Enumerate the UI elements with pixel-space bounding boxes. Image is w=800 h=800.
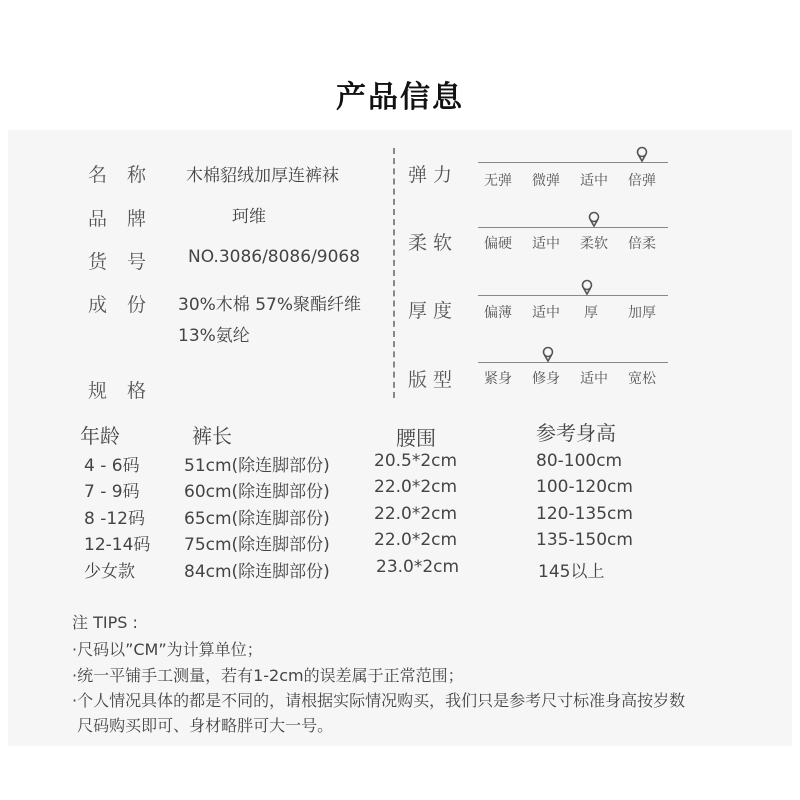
table-header-length: 裤长	[192, 424, 232, 448]
option-thickness-2: 厚	[584, 305, 598, 321]
location-pin-icon	[581, 279, 593, 297]
attr-name-fit: 版型	[408, 369, 459, 391]
table-cell: 145以上	[538, 562, 605, 582]
table-cell: 7 - 9码	[84, 482, 140, 502]
spec-label: 规格	[88, 380, 167, 402]
option-softness-2: 柔软	[580, 236, 608, 252]
attr-name-elasticity: 弹力	[408, 164, 459, 186]
dashed-divider	[393, 148, 395, 398]
option-softness-3: 倍柔	[628, 236, 656, 252]
attr-name-softness: 柔软	[408, 232, 459, 254]
table-cell: 22.0*2cm	[374, 530, 458, 550]
name-label: 名称	[88, 164, 167, 186]
option-elasticity-0: 无弹	[484, 173, 512, 189]
tips-line: ·个人情况具体的都是不同的，请根据实际情况购买，我们只是参考尺寸标准身高按岁数	[72, 691, 686, 710]
option-thickness-1: 适中	[532, 305, 560, 321]
location-pin-icon	[542, 346, 554, 364]
option-elasticity-2: 适中	[580, 173, 608, 189]
table-cell: 80-100cm	[536, 451, 623, 471]
scale-line-fit	[478, 362, 668, 363]
option-elasticity-3: 倍弹	[628, 173, 656, 189]
table-cell: 60cm(除连脚部份)	[184, 482, 330, 502]
composition-label: 成份	[88, 294, 167, 316]
table-cell: 20.5*2cm	[374, 451, 458, 471]
sku-value: NO.3086/8086/9068	[188, 247, 361, 267]
composition-line2: 13%氨纶	[178, 326, 250, 346]
brand-label: 品牌	[88, 208, 167, 230]
option-fit-0: 紧身	[484, 371, 512, 387]
tips-line: ·统一平铺手工测量，若有1-2cm的误差属于正常范围；	[72, 666, 464, 685]
table-cell: 8 -12码	[84, 509, 145, 529]
option-elasticity-1: 微弹	[532, 173, 560, 189]
table-header-waist: 腰围	[396, 426, 436, 450]
location-pin-icon	[588, 211, 600, 229]
table-cell: 4 - 6码	[84, 456, 140, 476]
tips-line: 尺码购买即可、身材略胖可大一号。	[72, 716, 334, 735]
table-cell: 120-135cm	[536, 504, 633, 524]
option-fit-1: 修身	[532, 371, 560, 387]
option-fit-2: 适中	[580, 371, 608, 387]
table-cell: 23.0*2cm	[376, 557, 460, 577]
page-title: 产品信息	[336, 80, 464, 115]
name-value: 木棉貂绒加厚连裤袜	[186, 166, 339, 186]
table-cell: 135-150cm	[536, 530, 633, 550]
table-header-height: 参考身高	[536, 421, 616, 445]
sku-label: 货号	[88, 251, 167, 273]
scale-line-thickness	[478, 295, 668, 296]
table-cell: 22.0*2cm	[374, 477, 458, 497]
table-header-age: 年龄	[80, 424, 120, 448]
option-softness-1: 适中	[532, 236, 560, 252]
composition-line1: 30%木棉 57%聚酯纤维	[178, 295, 361, 315]
option-fit-3: 宽松	[628, 371, 656, 387]
option-softness-0: 偏硬	[484, 236, 512, 252]
scale-line-softness	[478, 227, 668, 228]
brand-value: 珂维	[232, 207, 266, 227]
option-thickness-3: 加厚	[628, 305, 656, 321]
table-cell: 75cm(除连脚部份)	[184, 535, 330, 555]
table-cell: 65cm(除连脚部份)	[184, 509, 330, 529]
table-cell: 22.0*2cm	[374, 504, 458, 524]
tips-line: ·尺码以”CM”为计算单位；	[72, 640, 263, 659]
table-cell: 100-120cm	[536, 477, 633, 497]
attr-name-thickness: 厚度	[408, 300, 459, 322]
table-cell: 少女款	[84, 562, 135, 582]
tips-heading: 注 TIPS :	[72, 613, 138, 632]
table-cell: 51cm(除连脚部份)	[184, 456, 330, 476]
option-thickness-0: 偏薄	[484, 305, 512, 321]
location-pin-icon	[636, 146, 648, 164]
table-cell: 12-14码	[84, 535, 151, 555]
table-cell: 84cm(除连脚部份)	[184, 562, 330, 582]
product-info-panel	[8, 130, 792, 746]
